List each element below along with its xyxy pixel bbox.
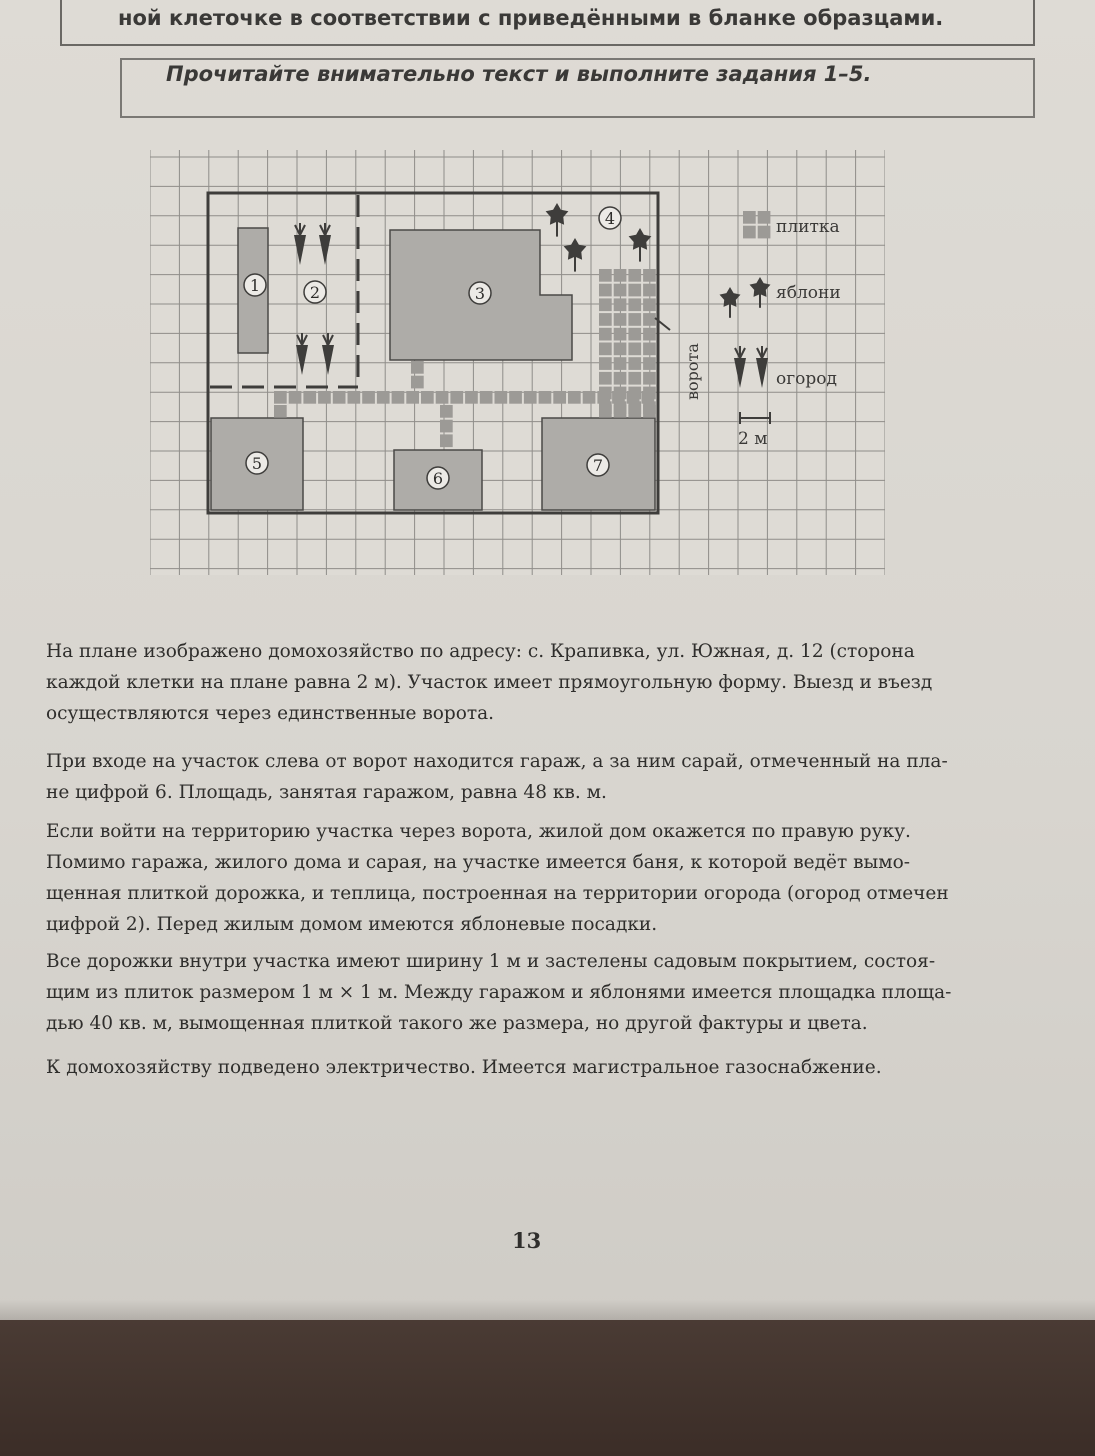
paving-tile <box>333 391 346 404</box>
marker-2 <box>304 281 326 303</box>
marker-6 <box>427 467 449 489</box>
paragraph-4-line-2: щим из плиток размером 1 м × 1 м. Между гаражом и яблонями имеется площадка площа- <box>46 982 952 1003</box>
marker-2-label: 2 <box>309 283 321 302</box>
paving-tile <box>392 391 405 404</box>
paving-tile <box>465 391 478 404</box>
marker-4 <box>599 207 621 229</box>
paving-tile <box>599 328 612 341</box>
paving-tile <box>628 298 641 311</box>
paragraph-1-line-2: каждой клетки на плане равна 2 м). Участок имеет прямоугольную форму. Выезд и въезд <box>46 672 933 693</box>
paving-tile <box>628 357 641 370</box>
paving-tile <box>553 391 566 404</box>
paragraph-4 <box>46 946 1036 1039</box>
paragraph-3-line-4: цифрой 2). Перед жилым домом имеются яблоневые посадки. <box>46 914 658 935</box>
marker-4-label: 4 <box>604 209 616 228</box>
paragraph-1 <box>46 636 1036 729</box>
legend-garden-label: огород <box>776 369 837 389</box>
paving-tile <box>628 387 641 400</box>
paragraph-3-line-1: Если войти на территорию участка через ворота, жилой дом окажется по правую руку. <box>46 821 911 842</box>
paving-tile <box>614 405 627 418</box>
paving-tile <box>289 391 302 404</box>
paving-tile <box>348 391 361 404</box>
paragraph-4-line-1: Все дорожки внутри участка имеют ширину 1 м и застелены садовым покрытием, состоя- <box>46 951 936 972</box>
paving-tile <box>614 298 627 311</box>
marker-3-label: 3 <box>474 284 486 303</box>
paving-tile <box>406 391 419 404</box>
paving-tile <box>568 391 581 404</box>
paving-tile <box>599 284 612 297</box>
paving-tile <box>614 357 627 370</box>
paving-tile <box>599 313 612 326</box>
paving-tile <box>643 405 656 418</box>
gate-label: ворота <box>683 343 702 400</box>
paragraph-1-line-3: осуществляются через единственные ворота. <box>46 703 495 724</box>
paving-tile <box>440 405 453 418</box>
paving-tile <box>411 376 424 389</box>
paving-tile <box>436 391 449 404</box>
paving-tile <box>318 391 331 404</box>
legend-tile-square <box>743 211 756 224</box>
paragraph-3-line-3: щенная плиткой дорожка, и теплица, построенная на территории огорода (огород отмечен <box>46 883 949 904</box>
paving-tile <box>440 434 453 447</box>
paragraph-3 <box>46 816 1036 940</box>
paving-tile <box>643 372 656 385</box>
paving-tile <box>303 391 316 404</box>
paving-tile <box>628 284 641 297</box>
legend-tile-label: плитка <box>776 217 840 237</box>
paving-tile <box>643 284 656 297</box>
paving-tile <box>539 391 552 404</box>
marker-6-label: 6 <box>432 469 444 488</box>
marker-7-label: 7 <box>592 456 604 475</box>
household-plan <box>150 150 885 575</box>
paragraph-2 <box>46 746 1036 808</box>
paving-tile <box>643 298 656 311</box>
paving-tile <box>495 391 508 404</box>
paving-tile <box>614 387 627 400</box>
marker-3 <box>469 282 491 304</box>
paving-tile <box>599 343 612 356</box>
paving-tile <box>362 391 375 404</box>
paving-tile <box>628 269 641 282</box>
paving-tile <box>614 328 627 341</box>
paving-tile <box>377 391 390 404</box>
top-instruction-text: ной клеточке в соответствии с приведёнными в бланке образцами. <box>118 6 944 30</box>
legend-tile-square <box>758 211 771 224</box>
paving-tile <box>614 372 627 385</box>
paving-tile <box>411 361 424 374</box>
paving-tile <box>274 391 287 404</box>
paving-tile <box>599 372 612 385</box>
paving-tile <box>643 343 656 356</box>
paving-tile <box>599 357 612 370</box>
paving-tile <box>628 343 641 356</box>
paving-tile <box>643 313 656 326</box>
paragraph-5 <box>46 1052 1036 1083</box>
paving-tile <box>274 405 287 418</box>
paving-tile <box>614 343 627 356</box>
paragraph-5-line-1: К домохозяйству подведено электричество. Имеется магистральное газоснабжение. <box>46 1057 882 1078</box>
paragraph-2-line-2: не цифрой 6. Площадь, занятая гаражом, равна 48 кв. м. <box>46 782 607 803</box>
paving-tile <box>643 357 656 370</box>
marker-5-label: 5 <box>251 454 263 473</box>
paragraph-3-line-2: Помимо гаража, жилого дома и сарая, на участке имеется баня, к которой ведёт вымо- <box>46 852 910 873</box>
paving-tile <box>421 391 434 404</box>
paving-tile <box>628 372 641 385</box>
paving-tile <box>614 269 627 282</box>
paving-tile <box>480 391 493 404</box>
marker-1 <box>244 274 266 296</box>
paving-tile <box>643 387 656 400</box>
paving-tile <box>440 420 453 433</box>
paragraph-1-line-1: На плане изображено домохозяйство по адресу: с. Крапивка, ул. Южная, д. 12 (сторона <box>46 641 915 662</box>
legend-tile-square <box>743 226 756 239</box>
marker-1-label: 1 <box>249 276 261 295</box>
paving-tile <box>599 298 612 311</box>
paving-tile <box>628 405 641 418</box>
marker-7 <box>587 454 609 476</box>
page-number: 13 <box>512 1228 542 1253</box>
paragraph-4-line-3: дью 40 кв. м, вымощенная плиткой такого же размера, но другой фактуры и цвета. <box>46 1013 868 1034</box>
paving-tile <box>628 328 641 341</box>
scale-label: 2 м <box>738 429 768 449</box>
paving-tile <box>614 284 627 297</box>
paving-tile <box>599 387 612 400</box>
paving-tile <box>524 391 537 404</box>
paving-tile <box>643 328 656 341</box>
paving-tile <box>450 391 463 404</box>
table-surface <box>0 1320 1095 1456</box>
marker-5 <box>246 452 268 474</box>
paving-tile <box>628 313 641 326</box>
paving-tile <box>599 269 612 282</box>
legend-tile-square <box>758 226 771 239</box>
paving-tile <box>643 269 656 282</box>
paving-tile <box>583 391 596 404</box>
paving-tile <box>509 391 522 404</box>
paving-tile <box>614 313 627 326</box>
paragraph-2-line-1: При входе на участок слева от ворот находится гараж, а за ним сарай, отмеченный на пла- <box>46 751 948 772</box>
legend-apple-label: яблони <box>776 283 841 303</box>
paving-tile <box>599 405 612 418</box>
task-instruction-text: Прочитайте внимательно текст и выполните задания 1–5. <box>166 62 872 86</box>
